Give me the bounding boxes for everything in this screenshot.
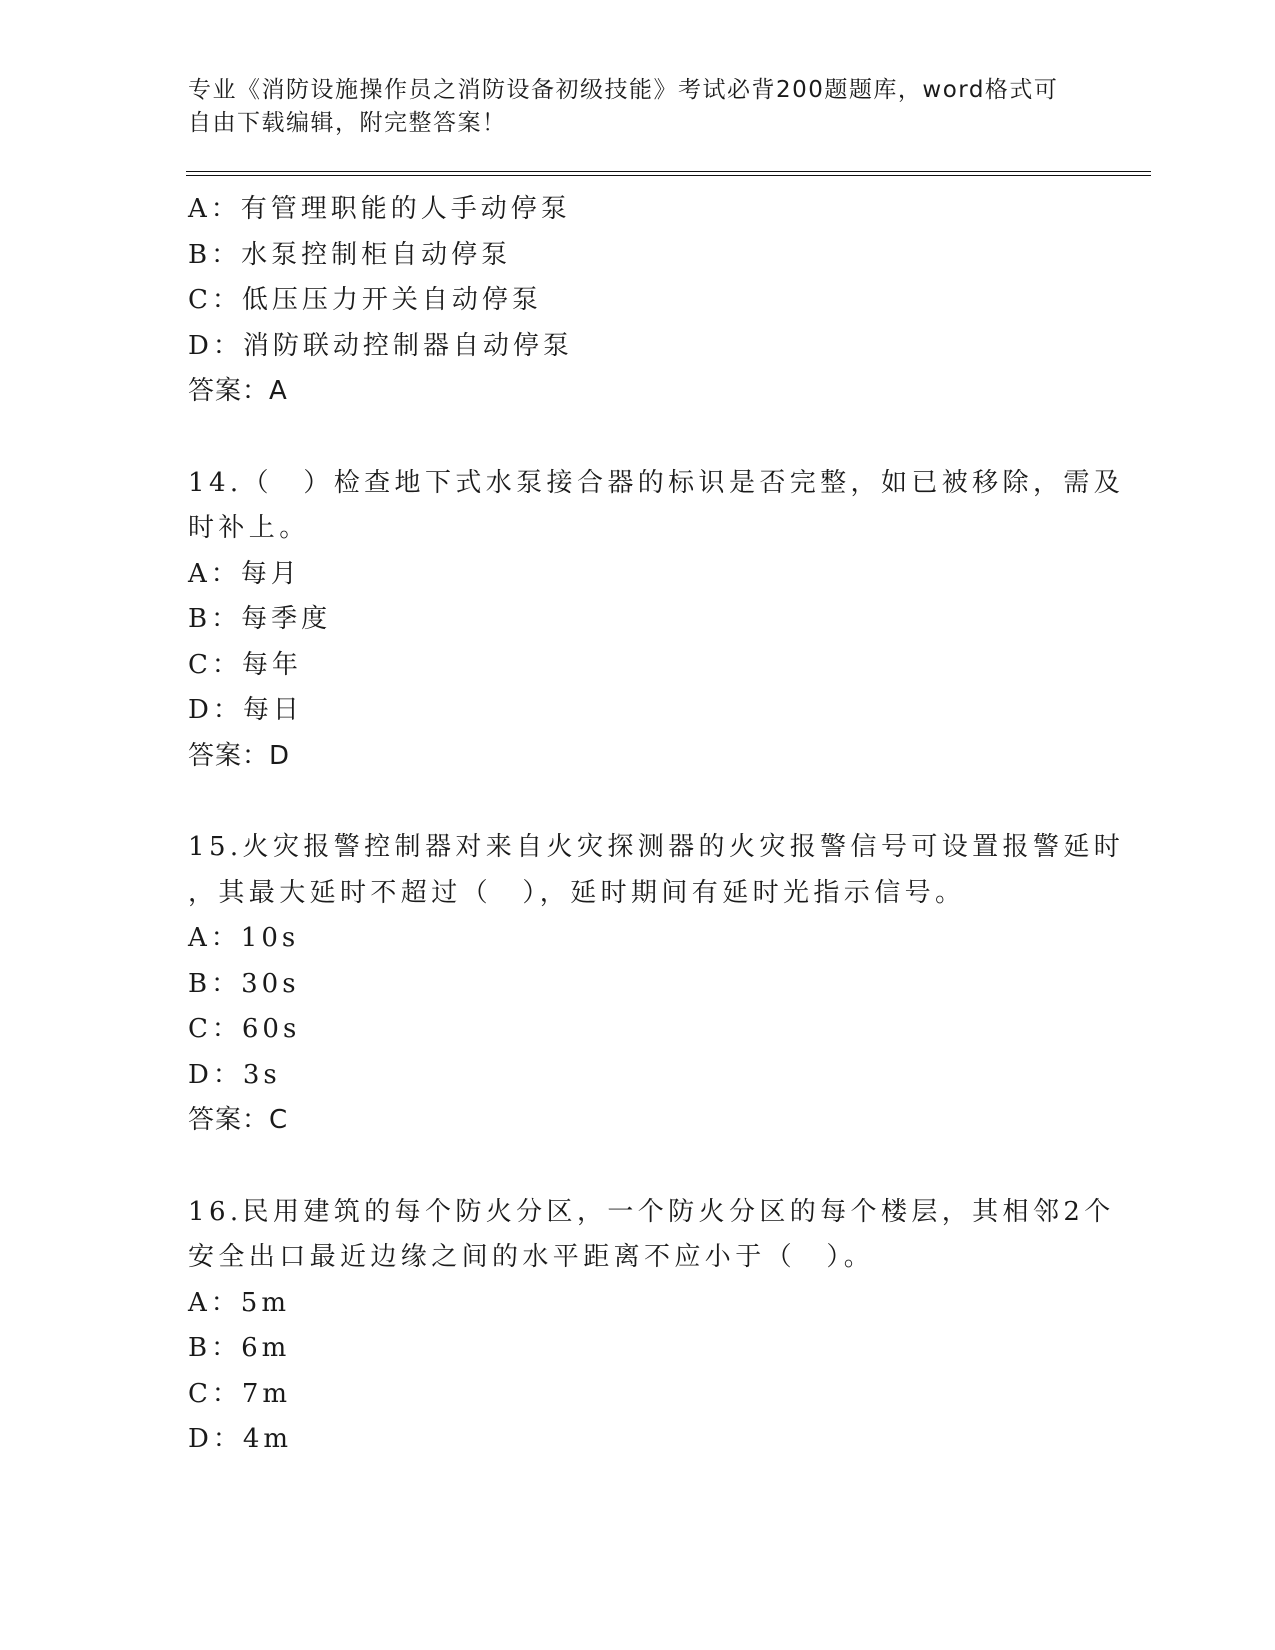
option-b: B：30s: [188, 968, 300, 999]
option-d: D：3s: [188, 1059, 281, 1090]
question-stem-line-2: 时补上。: [188, 513, 310, 543]
option-c: C：低压压力开关自动停泵: [188, 285, 542, 315]
question-stem-line-1: 14.（ ）检查地下式水泵接合器的标识是否完整，如已被移除，需及: [188, 467, 1125, 498]
answer-line: 答案：A: [188, 376, 288, 406]
header-divider-bottom: [186, 175, 1151, 176]
question-16: [188, 1190, 1115, 1463]
document-header: [188, 74, 1068, 140]
question-14: [188, 461, 1125, 780]
option-a: A：5m: [188, 1287, 290, 1318]
question-gap: [188, 779, 1088, 825]
option-c: C：每年: [188, 649, 302, 680]
option-d: D：每日: [188, 695, 303, 725]
option-d: D：4m: [188, 1424, 293, 1454]
answer-line: 答案：D: [188, 740, 291, 771]
question-gap: [188, 1144, 1088, 1190]
option-a: A：每月: [188, 558, 301, 589]
header-divider-top: [186, 171, 1151, 172]
question-15: [188, 825, 1125, 1144]
option-c: C：7m: [188, 1378, 292, 1409]
header-title-line-2: 自由下载编辑，附完整答案！: [188, 110, 507, 136]
question-list: [188, 187, 1125, 1463]
question-stem-line-2: ，其最大延时不超过（ ），延时期间有延时光指示信号。: [188, 877, 966, 908]
question-stem-line-1: 16.民用建筑的每个防火分区，一个防火分区的每个楼层，其相邻2个: [188, 1196, 1115, 1227]
option-b: B：6m: [188, 1333, 291, 1363]
option-a: A：10s: [188, 923, 300, 953]
question-13: [188, 187, 1088, 415]
option-c: C：60s: [188, 1014, 301, 1044]
option-b: B：水泵控制柜自动停泵: [188, 239, 512, 270]
option-a: A：有管理职能的人手动停泵: [188, 194, 571, 224]
answer-line: 答案：C: [188, 1105, 289, 1135]
question-gap: [188, 415, 1088, 461]
header-title-line-1: 专业《消防设施操作员之消防设备初级技能》考试必背200题题库，word格式可: [188, 77, 1059, 103]
option-d: D：消防联动控制器自动停泵: [188, 330, 573, 361]
question-stem-line-1: 15.火灾报警控制器对来自火灾探测器的火灾报警信号可设置报警延时: [188, 832, 1125, 862]
question-stem-line-2: 安全出口最近边缘之间的水平距离不应小于（ ）。: [188, 1242, 875, 1272]
option-b: B：每季度: [188, 604, 332, 634]
